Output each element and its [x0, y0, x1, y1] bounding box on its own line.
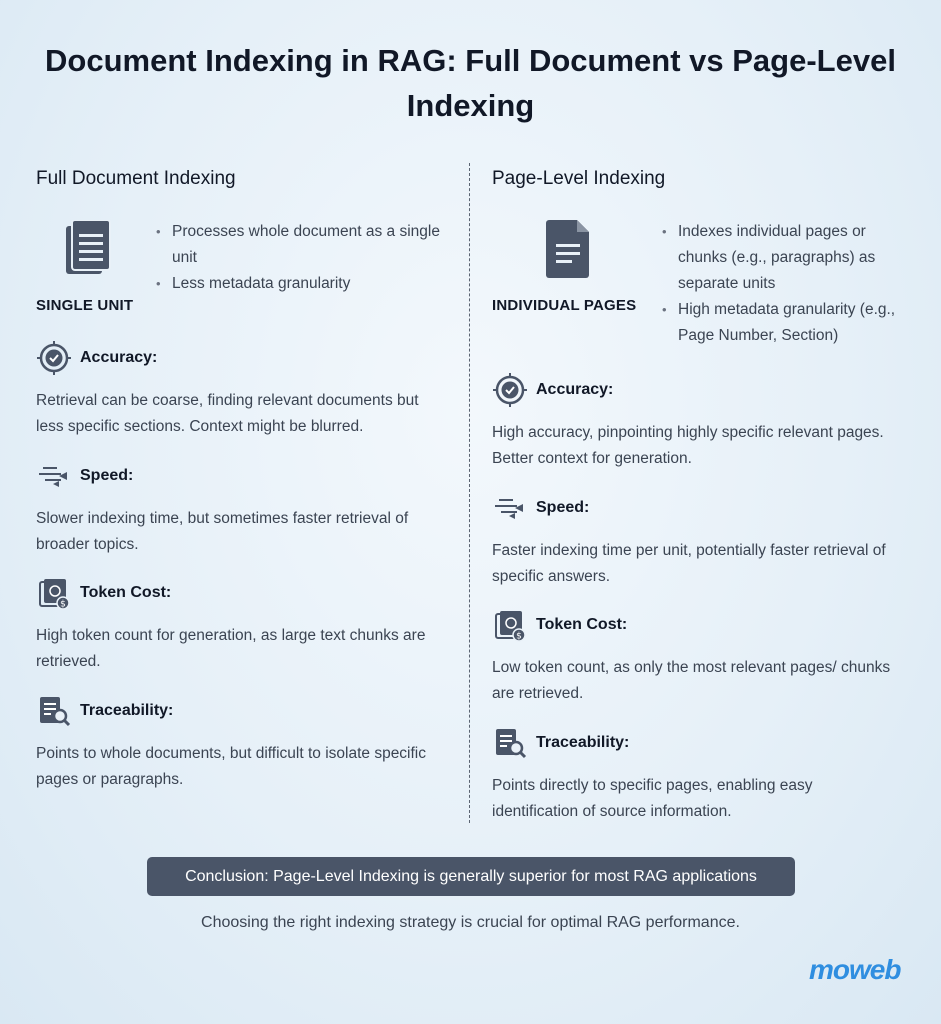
traceability-section [492, 725, 902, 825]
conclusion-banner: Conclusion: Page-Level Indexing is generally superior for most RAG applications [147, 857, 795, 896]
column-divider [469, 163, 470, 823]
metric-description: Points to whole documents, but difficult to isolate specific pages or paragraphs. [36, 745, 427, 788]
feature-list [156, 219, 456, 297]
metric-title: Accuracy: [80, 349, 158, 366]
metric-title: Speed: [80, 467, 134, 484]
document-search-icon [36, 693, 72, 729]
metric-description: High accuracy, pinpointing highly specific relevant pages. Better context for generation. [492, 424, 884, 467]
metric-title: Token Cost: [80, 584, 172, 601]
traceability-section [36, 693, 446, 793]
list-item: • High metadata granularity (e.g., Page Number, Section) [662, 297, 912, 349]
unit-label: SINGLE UNIT [36, 297, 134, 314]
list-item: • Indexes individual pages or chunks (e.g., paragraphs) as separate units [662, 219, 912, 297]
token-cost-section [36, 575, 446, 675]
metric-title: Traceability: [536, 734, 630, 751]
brand-logo: moweb [809, 954, 901, 985]
list-item: • Less metadata granularity [156, 271, 456, 297]
metric-description: High token count for generation, as large text chunks are retrieved. [36, 627, 426, 670]
accuracy-section [492, 372, 902, 472]
page-title: Document Indexing in RAG: Full Document vs Page-Level Indexing [45, 43, 896, 123]
unit-label: INDIVIDUAL PAGES [492, 297, 637, 314]
speed-arrows-icon [36, 458, 72, 494]
svg-text:$: $ [60, 599, 66, 610]
speed-arrows-icon [492, 490, 528, 526]
metric-description: Points directly to specific pages, enabling easy identification of source information. [492, 777, 813, 820]
footer-note: Choosing the right indexing strategy is crucial for optimal RAG performance. [201, 914, 740, 931]
document-icon [546, 220, 592, 283]
metric-description: Faster indexing time per unit, potentially faster retrieval of specific answers. [492, 542, 886, 585]
target-check-icon [36, 340, 72, 376]
metric-title: Accuracy: [536, 381, 614, 398]
svg-text:$: $ [516, 631, 522, 642]
metric-description: Slower indexing time, but sometimes faster retrieval of broader topics. [36, 510, 409, 553]
stacked-documents-icon [66, 220, 112, 281]
metric-title: Token Cost: [536, 616, 628, 633]
feature-list [662, 219, 912, 349]
token-cost-section [492, 607, 902, 707]
target-check-icon [492, 372, 528, 408]
column-heading: Page-Level Indexing [492, 168, 666, 189]
money-stack-icon [36, 575, 72, 611]
speed-section [36, 458, 446, 558]
money-stack-icon [492, 607, 528, 643]
document-search-icon [492, 725, 528, 761]
list-item: • Processes whole document as a single unit [156, 219, 456, 271]
column-heading: Full Document Indexing [36, 168, 236, 189]
metric-title: Traceability: [80, 702, 174, 719]
metric-description: Retrieval can be coarse, finding relevant documents but less specific sections. Context might be blurred. [36, 392, 419, 435]
metric-title: Speed: [536, 499, 590, 516]
speed-section [492, 490, 902, 590]
accuracy-section [36, 340, 446, 440]
metric-description: Low token count, as only the most relevant pages/ chunks are retrieved. [492, 659, 891, 702]
